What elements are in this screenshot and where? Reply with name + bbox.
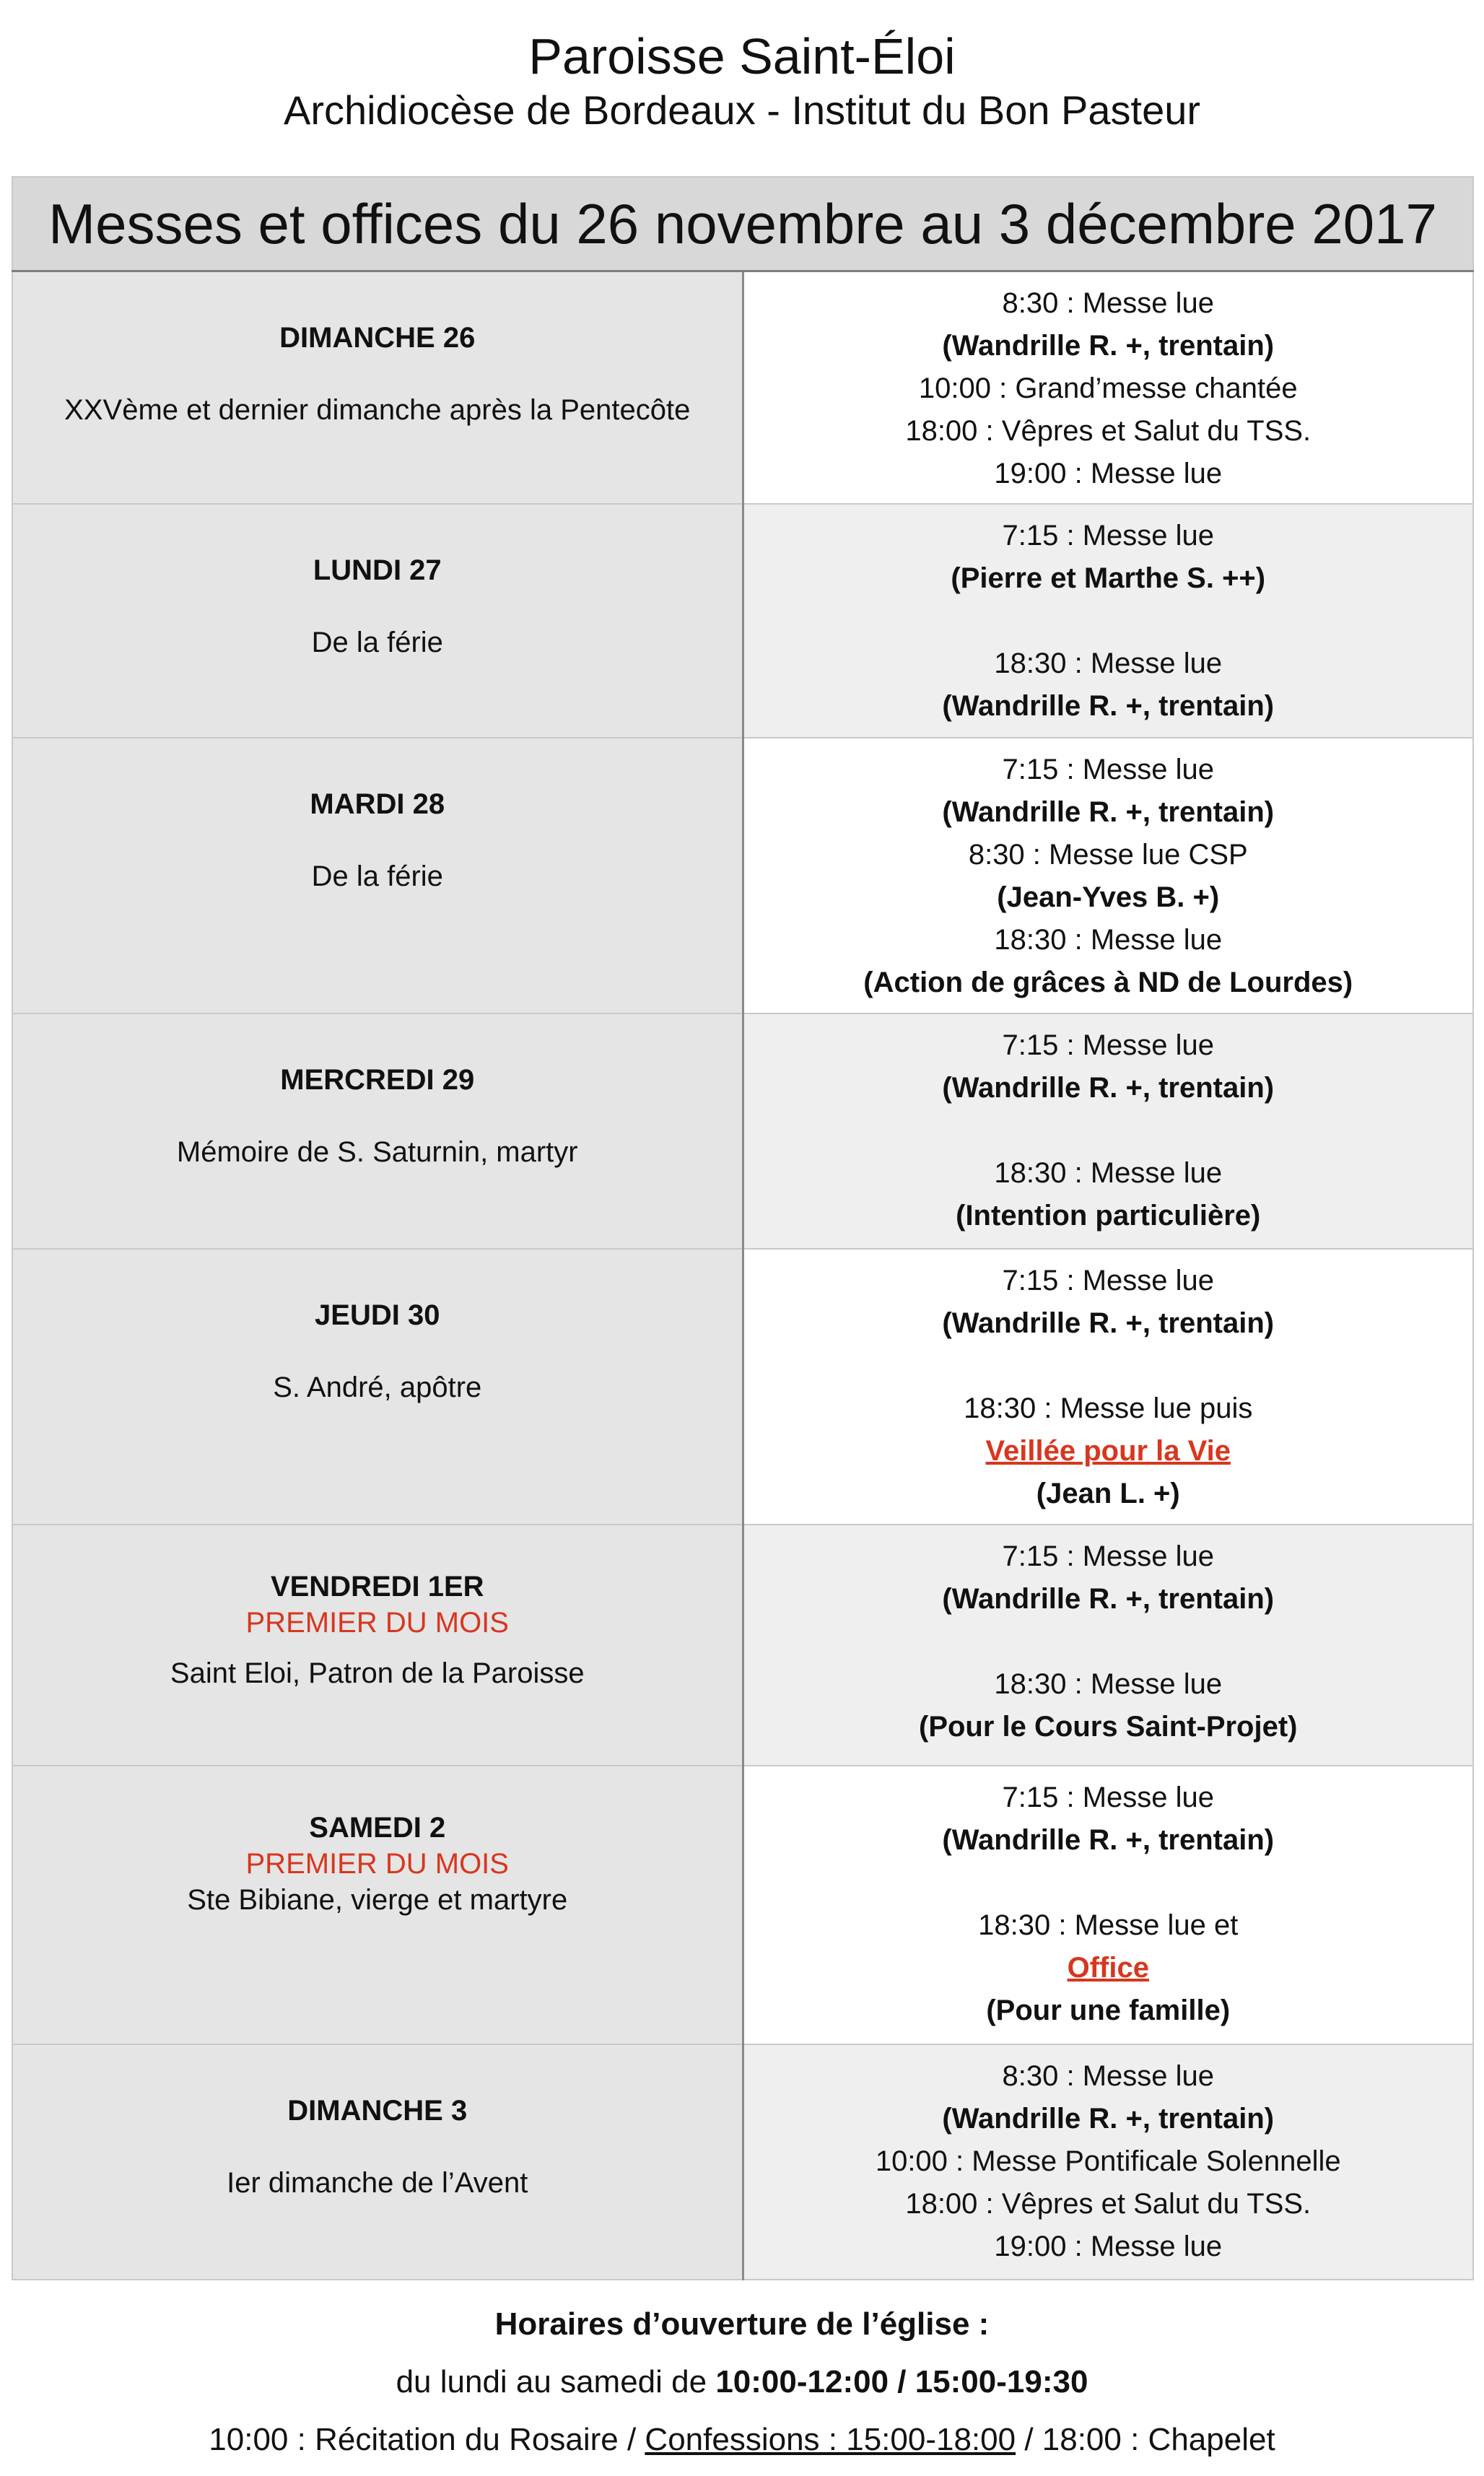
service-time: 7:15 : Messe lue <box>1002 1540 1214 1572</box>
schedule-row <box>12 504 1473 738</box>
mass-intention: (Jean L. +) <box>1036 1477 1180 1509</box>
premier-du-mois-label: PREMIER DU MOIS <box>245 1606 509 1639</box>
mass-intention: (Pour une famille) <box>986 1994 1231 2026</box>
day-cell <box>12 1525 743 1766</box>
service-time: 10:00 : Messe Pontificale Solennelle <box>875 2145 1341 2177</box>
service-spacer <box>744 1621 1473 1663</box>
schedule-row <box>12 738 1473 1013</box>
premier-du-mois-label: PREMIER DU MOIS <box>245 1847 509 1880</box>
service-time: 10:00 : Grand’messe chantée <box>918 372 1298 404</box>
service-time: 8:30 : Messe lue <box>1002 287 1214 319</box>
day-cell <box>12 1013 743 1249</box>
service-time: 7:15 : Messe lue <box>1002 519 1214 552</box>
schedule-body <box>12 271 1473 2280</box>
service-time: 18:00 : Vêpres et Salut du TSS. <box>905 415 1311 447</box>
services-cell <box>743 271 1473 504</box>
schedule-row <box>12 1013 1473 1249</box>
day-name: JEUDI 30 <box>315 1299 440 1331</box>
day-cell <box>12 1766 743 2044</box>
day-cell <box>12 738 743 1013</box>
service-time: 19:00 : Messe lue <box>994 2230 1223 2262</box>
mass-intention: (Wandrille R. +, trentain) <box>942 689 1275 722</box>
service-time: 7:15 : Messe lue <box>1002 753 1214 785</box>
services-cell <box>743 504 1473 738</box>
schedule-table <box>12 176 1474 2280</box>
day-name: DIMANCHE 3 <box>287 2094 468 2127</box>
day-cell <box>12 271 743 504</box>
mass-intention: (Wandrille R. +, trentain) <box>942 1582 1275 1615</box>
service-spacer <box>744 1110 1473 1152</box>
service-time: 18:30 : Messe lue puis <box>964 1392 1253 1424</box>
schedule-row <box>12 1525 1473 1766</box>
schedule-row <box>12 271 1473 504</box>
service-time: 7:15 : Messe lue <box>1002 1264 1214 1296</box>
service-time: 19:00 : Messe lue <box>994 458 1223 489</box>
day-cell <box>12 1249 743 1525</box>
schedule-row <box>12 1249 1473 1525</box>
service-link[interactable]: Office <box>1067 1951 1149 1984</box>
feast-description: De la férie <box>311 860 443 892</box>
mass-intention: (Wandrille R. +, trentain) <box>942 330 1275 362</box>
service-time: 18:30 : Messe lue <box>994 923 1223 956</box>
service-time: 8:30 : Messe lue CSP <box>968 838 1248 871</box>
day-name: MARDI 28 <box>310 788 445 820</box>
opening-hours-footer <box>0 2303 1484 2476</box>
day-cell <box>12 504 743 738</box>
opening-hours-line <box>0 2361 1484 2404</box>
mass-intention: (Wandrille R. +, trentain) <box>942 1071 1275 1104</box>
service-link[interactable]: Veillée pour la Vie <box>985 1434 1231 1467</box>
services-cell <box>743 2044 1473 2280</box>
feast-description: Saint Eloi, Patron de la Paroisse <box>170 1657 585 1689</box>
services-cell <box>743 738 1473 1013</box>
services-cell <box>743 1525 1473 1766</box>
schedule-title: Messes et offices du 26 novembre au 3 décembre 2017 <box>12 177 1473 271</box>
feast-description: S. André, apôtre <box>273 1371 482 1403</box>
mass-intention: (Pour le Cours Saint-Projet) <box>919 1710 1298 1743</box>
service-spacer <box>744 1345 1473 1387</box>
daily-offices-line <box>0 2418 1484 2462</box>
parish-name: Paroisse Saint-Éloi <box>528 28 956 84</box>
service-time: 8:30 : Messe lue <box>1002 2059 1214 2092</box>
feast-description: De la férie <box>311 626 443 658</box>
feast-description: Ste Bibiane, vierge et martyre <box>187 1883 568 1916</box>
page-header <box>0 26 1484 134</box>
day-name: SAMEDI 2 <box>309 1811 446 1844</box>
mass-intention: (Action de grâces à ND de Lourdes) <box>863 966 1353 998</box>
day-name: LUNDI 27 <box>313 554 442 586</box>
services-cell <box>743 1766 1473 2044</box>
service-time: 7:15 : Messe lue <box>1002 1029 1214 1061</box>
feast-description: XXVème et dernier dimanche après la Pentecôte <box>64 394 691 426</box>
service-spacer <box>744 1862 1473 1904</box>
day-cell <box>12 2044 743 2280</box>
opening-hours-value: 10:00-12:00 / 15:00-19:30 <box>715 2364 1088 2399</box>
service-time: 7:15 : Messe lue <box>1002 1781 1214 1813</box>
services-cell <box>743 1249 1473 1525</box>
mass-intention: (Wandrille R. +, trentain) <box>942 1823 1275 1856</box>
opening-hours-prefix: du lundi au samedi de <box>396 2364 716 2399</box>
service-time: 18:30 : Messe lue et <box>978 1909 1239 1941</box>
service-time: 18:30 : Messe lue <box>994 1156 1223 1189</box>
schedule-row <box>12 2044 1473 2280</box>
mass-intention: (Wandrille R. +, trentain) <box>942 1307 1275 1339</box>
mass-intention: (Pierre et Marthe S. ++) <box>951 562 1266 594</box>
day-name: MERCREDI 29 <box>280 1063 475 1096</box>
rosary-text: 10:00 : Récitation du Rosaire / <box>209 2422 645 2457</box>
day-name: DIMANCHE 26 <box>279 322 476 354</box>
mass-intention: (Jean-Yves B. +) <box>997 881 1220 913</box>
opening-hours-title: Horaires d’ouverture de l’église : <box>494 2306 990 2342</box>
confessions-link[interactable]: Confessions : 15:00-18:00 <box>645 2422 1016 2457</box>
chapelet-text: / 18:00 : Chapelet <box>1016 2422 1275 2457</box>
schedule-row <box>12 1766 1473 2044</box>
service-time: 18:00 : Vêpres et Salut du TSS. <box>905 2187 1311 2220</box>
day-name: VENDREDI 1ER <box>270 1570 484 1603</box>
mass-intention: (Intention particulière) <box>956 1199 1261 1232</box>
mass-intention: (Wandrille R. +, trentain) <box>942 2102 1275 2135</box>
feast-description: Mémoire de S. Saturnin, martyr <box>176 1135 578 1168</box>
service-spacer <box>744 600 1473 642</box>
diocese-subtitle: Archidiocèse de Bordeaux - Institut du Bon Pasteur <box>283 87 1201 133</box>
feast-description: Ier dimanche de l’Avent <box>227 2166 528 2199</box>
mass-intention: (Wandrille R. +, trentain) <box>942 795 1275 828</box>
services-cell <box>743 1013 1473 1249</box>
service-time: 18:30 : Messe lue <box>994 1668 1223 1700</box>
service-time: 18:30 : Messe lue <box>994 647 1223 679</box>
